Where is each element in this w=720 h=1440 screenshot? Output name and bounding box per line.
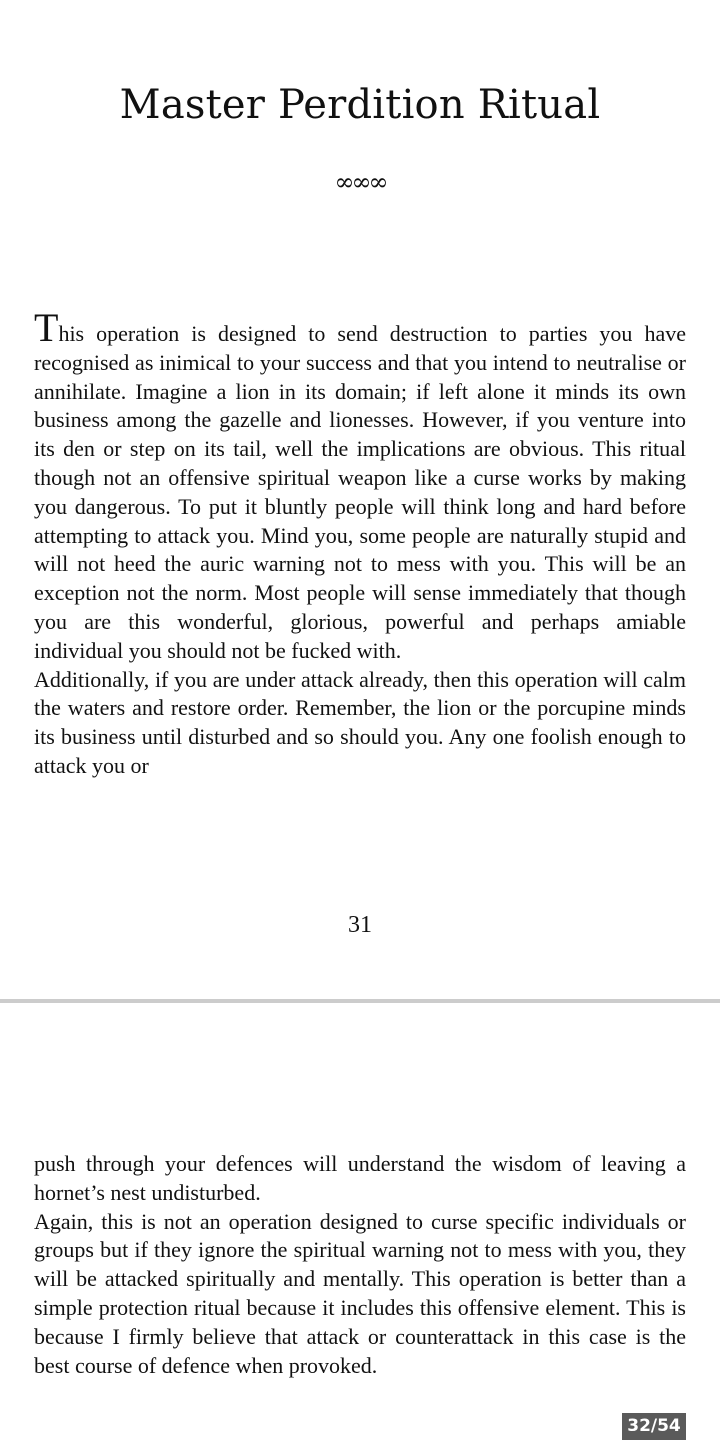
paragraph: Again, this is not an operation designed to curse specific individuals or groups but if they ignore the spiritual warning not to mess with you, they will be attacked spiritually and mentally. This operation is better than a simple protection ritual because it includes this offensive element. This is because I firmly believe that attack or counterattack in this case is the best course of defence when provoked.: [34, 1208, 686, 1378]
paragraph: [34, 305, 686, 666]
chapter-title: Master Perdition Ritual: [119, 82, 601, 128]
ornament-divider: ∞∞∞: [334, 168, 386, 196]
paragraph-text: his operation is designed to send destruction to parties you have recognised as inimical to your success and that you intend to neutralise or annihilate. Imagine a lion in its domain; if left alone it minds its own business among the gazelle and lionesses. However, if you venture into its den or step on its tail, well the implications are obvious. This ritual though not an offensive spiritual weapon like a curse works by making you dangerous. To put it bluntly people will think long and hard before attempting to attack you. Mind you, some people are naturally stupid and will not heed the auric warning not to mess with you. This will be an exception not the norm. Most people will sense immediately that though you are this wonderful, glorious, powerful and perhaps amiable individual you should not be fucked with.: [34, 321, 686, 663]
page-31-body: [34, 305, 686, 781]
paragraph: Additionally, if you are under attack already, then this operation will calm the waters and restore order. Remember, the lion or the porcupine minds its business until disturbed and so should you. Any one foolish enough to attack you or: [34, 666, 686, 778]
drop-cap: T: [34, 305, 59, 350]
page-number: 31: [348, 912, 372, 938]
page-32-body: [34, 1150, 686, 1380]
page-indicator-badge[interactable]: 32/54: [622, 1413, 686, 1440]
paragraph: push through your defences will understand the wisdom of leaving a hornet’s nest undisturbed.: [34, 1151, 686, 1205]
